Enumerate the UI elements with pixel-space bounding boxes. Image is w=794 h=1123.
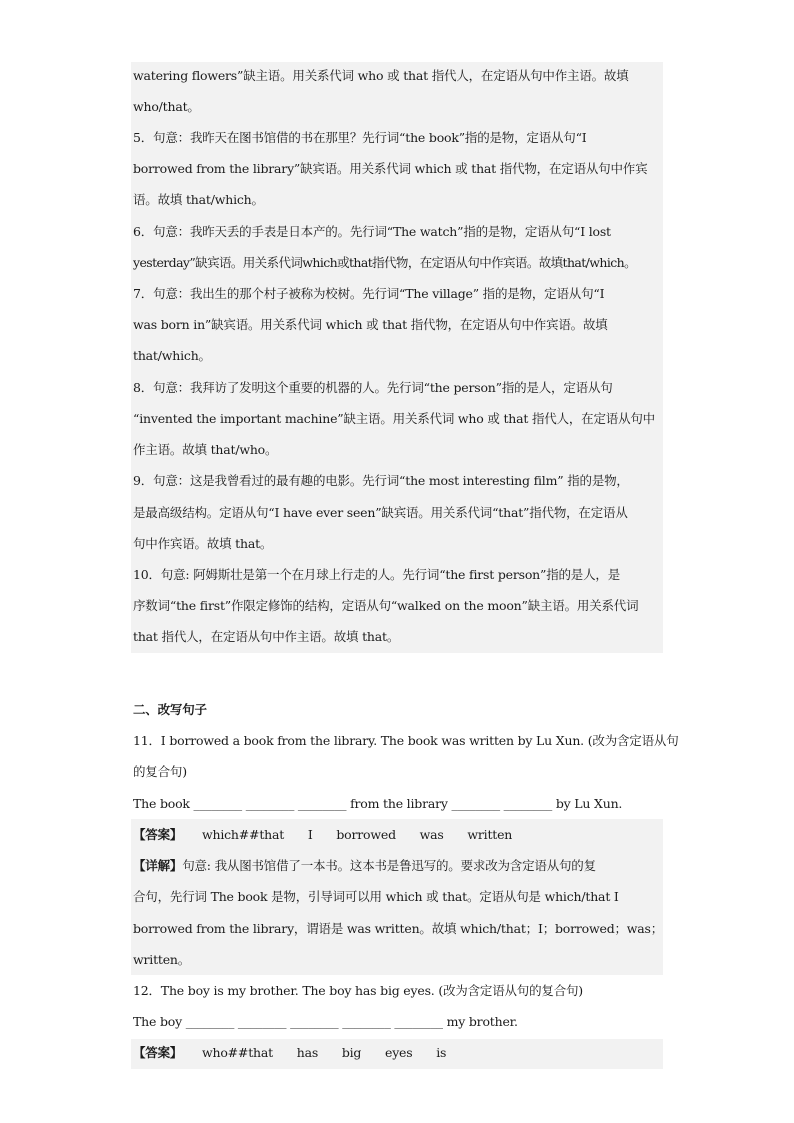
answer-text: who##that has big eyes is [201,1045,447,1060]
explanation-line: 是最高级结构。定语从句“I have ever seen”缺宾语。用关系代词“that”指代物，在定语从 [133,505,628,520]
q11-detail-line: 合句，先行词 The book 是物，引导词可以用 which 或 that。定语从句是 which/that I [133,889,619,904]
explanation-line: that 指代人，在定语从句中作主语。故填 that。 [133,629,400,644]
explanation-line: 8．句意：我拜访了发明这个重要的机器的人。先行词“the person”指的是人，定语从句 [133,380,613,395]
q11-question-line: 11．I borrowed a book from the library. The book was written by Lu Xun. (改为含定语从句 [133,733,679,748]
explanation-line: that/which。 [133,348,211,363]
q11-detail-line: written。 [133,952,191,967]
q12-blank-line: The boy ________ ________ ________ ________ ________ my brother. [133,1014,518,1029]
answer-text: which##that I borrowed was written [201,827,513,842]
q12-question-line: 12．The boy is my brother. The boy has big eyes. (改为含定语从句的复合句) [133,983,583,998]
explanation-line: 9．句意：这是我曾看过的最有趣的电影。先行词“the most interesting film” 指的是物， [133,473,629,488]
explanation-line: 5．句意：我昨天在图书馆借的书在那里？先行词“the book”指的是物，定语从句“I [133,130,587,145]
explanation-line: watering flowers”缺主语。用关系代词 who 或 that 指代人，在定语从句中作主语。故填 [133,68,629,83]
explanation-line: yesterday”缺宾语。用关系代词which或that指代物，在定语从句中作宾语。故填that/which。 [133,255,636,270]
q11-detail-row [133,858,673,874]
q12-answer-row [133,1045,673,1061]
explanation-line: 6．句意：我昨天丢的手表是日本产的。先行词“The watch”指的是物，定语从句“I lost [133,224,611,239]
explanation-line: was born in”缺宾语。用关系代词 which 或 that 指代物，在定语从句中作宾语。故填 [133,317,608,332]
explanation-line: 10．句意: 阿姆斯壮是第一个在月球上行走的人。先行词“the first person”指的是人，是 [133,567,620,582]
detail-text: 句意: 我从图书馆借了一本书。这本书是鲁迅写的。要求改为含定语从句的复 [182,858,596,873]
section-title: 二、改写句子 [133,702,207,717]
explanation-line: borrowed from the library”缺宾语。用关系代词 which 或 that 指代物，在定语从句中作宾 [133,161,648,176]
q11-blank-line: The book ________ ________ ________ from the library ________ ________ by Lu Xun. [133,796,623,811]
explanation-line: 语。故填 that/which。 [133,192,264,207]
explanation-line: 作主语。故填 that/who。 [133,442,278,457]
detail-label: 【详解】 [133,858,183,873]
explanation-line: who/that。 [133,99,200,114]
q11-answer-row [133,827,673,843]
explanation-line: 句中作宾语。故填 that。 [133,536,273,551]
q11-question-line: 的复合句) [133,764,187,779]
q11-detail-line: borrowed from the library，谓语是 was written。故填 which/that；I；borrowed；was； [133,921,664,936]
explanation-line: 序数词“the first”作限定修饰的结构，定语从句“walked on the moon”缺主语。用关系代词 [133,598,639,613]
explanation-line: “invented the important machine”缺主语。用关系代词 who 或 that 指代人，在定语从句中 [133,411,655,426]
explanation-line: 7．句意：我出生的那个村子被称为校树。先行词“The village” 指的是物，定语从句“I [133,286,605,301]
answer-label: 【答案】 [133,1045,183,1060]
answer-label: 【答案】 [133,827,183,842]
